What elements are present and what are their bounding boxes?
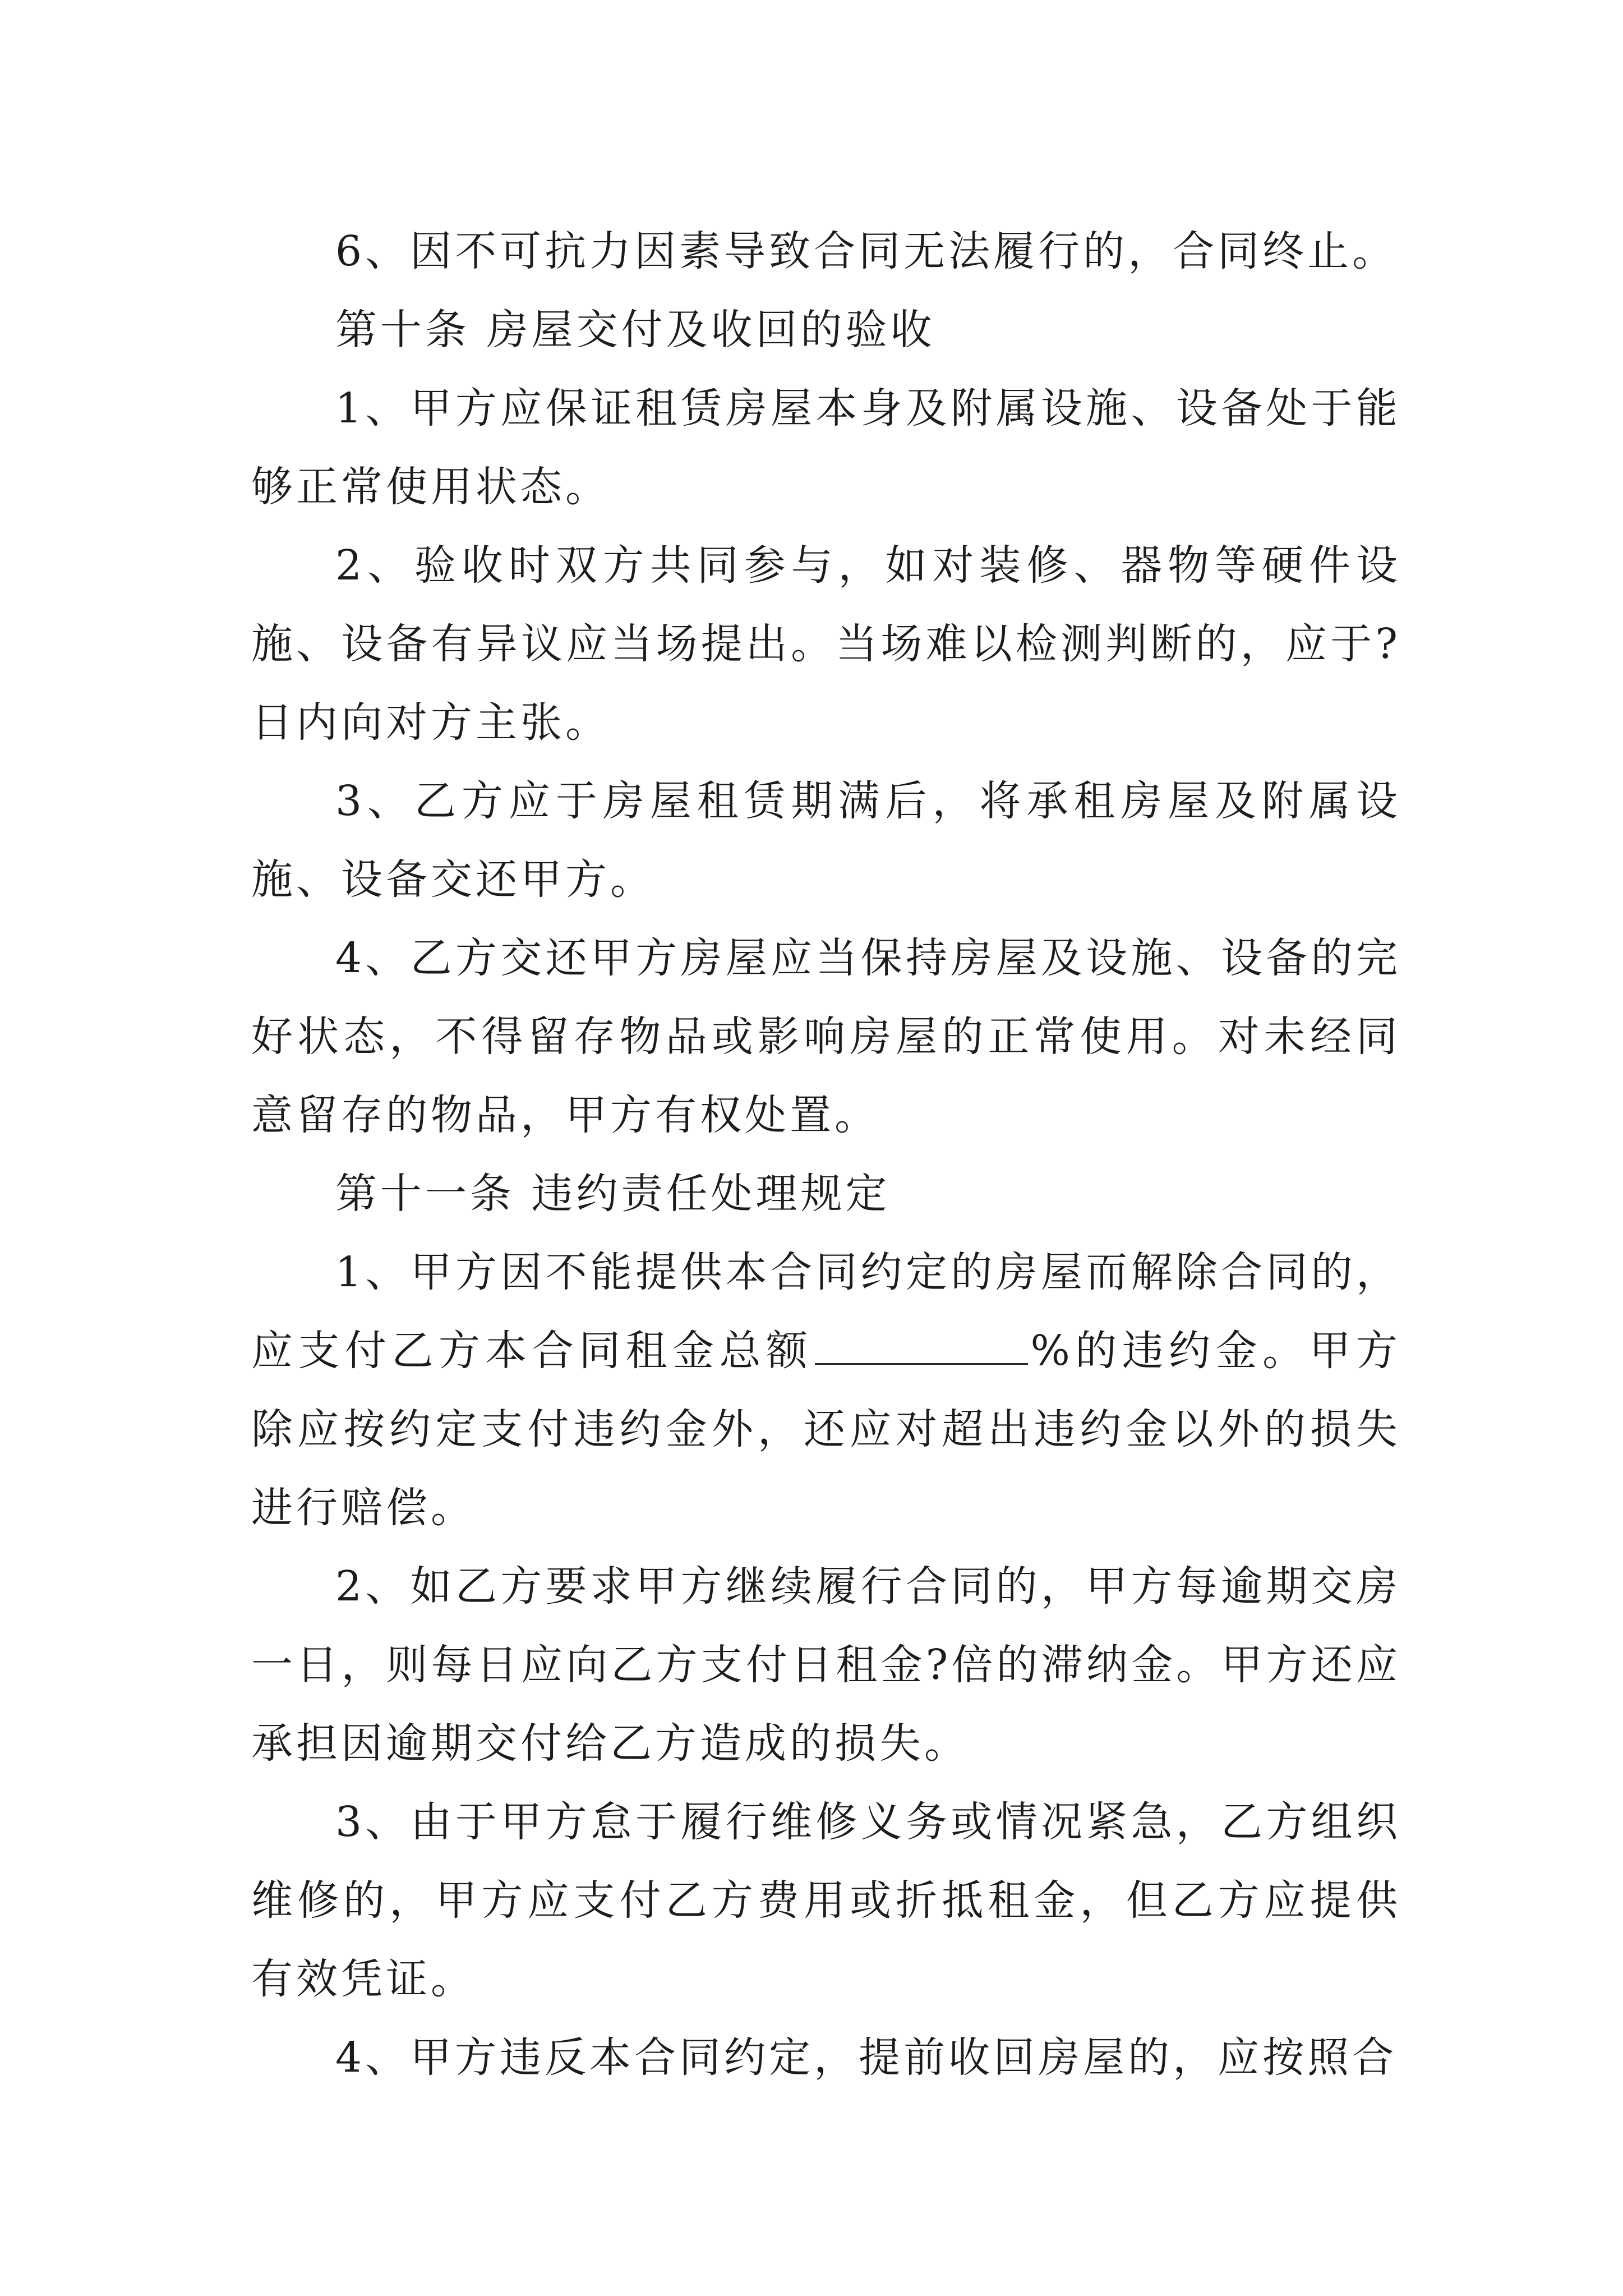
paragraph-10-3: 3、乙方应于房屋租赁期满后，将承租房屋及附属设施、设备交还甲方。 (251, 777, 1401, 904)
paragraph-11-2: 2、如乙方要求甲方继续履行合同的，甲方每逾期交房一日，则每日应向乙方支付日租金?倍的滞纳金。甲方还应承担因逾期交付给乙方造成的损失。 (251, 1562, 1401, 1768)
paragraph-11-1 (251, 1233, 1401, 1547)
fill-in-blank-line (815, 1324, 1028, 1365)
paragraph-10-1: 1、甲方应保证租赁房屋本身及附属设施、设备处于能够正常使用状态。 (251, 384, 1401, 511)
paragraph-10-2: 2、验收时双方共同参与，如对装修、器物等硬件设施、设备有异议应当场提出。当场难以检测判断的，应于?日内向对方主张。 (251, 541, 1401, 747)
paragraph-10-4: 4、乙方交还甲方房屋应当保持房屋及设施、设备的完好状态，不得留存物品或影响房屋的正常使用。对未经同意留存的物品，甲方有权处置。 (251, 934, 1401, 1139)
paragraph-11-1-part-a: 1、甲方因不能提供本合同约定的房屋而解除合同的，应支付乙方本合同租金总额 (251, 1248, 1401, 1375)
document-body (251, 212, 1401, 2097)
paragraph-force-majeure: 6、因不可抗力因素导致合同无法履行的，合同终止。 (335, 227, 1398, 275)
heading-article-10: 第十条 房屋交付及收回的验收 (335, 306, 935, 354)
paragraph-11-4: 4、甲方违反本合同约定，提前收回房屋的，应按照合 (335, 2033, 1398, 2082)
paragraph-11-1-part-b: %的违约金。甲方除应按约定支付违约金外，还应对超出违约金以外的损失进行赔偿。 (251, 1327, 1401, 1532)
heading-article-11: 第十一条 违约责任处理规定 (335, 1170, 891, 1218)
paragraph-11-3: 3、由于甲方怠于履行维修义务或情况紧急，乙方组织维修的，甲方应支付乙方费用或折抵租金，但乙方应提供有效凭证。 (251, 1798, 1401, 2003)
